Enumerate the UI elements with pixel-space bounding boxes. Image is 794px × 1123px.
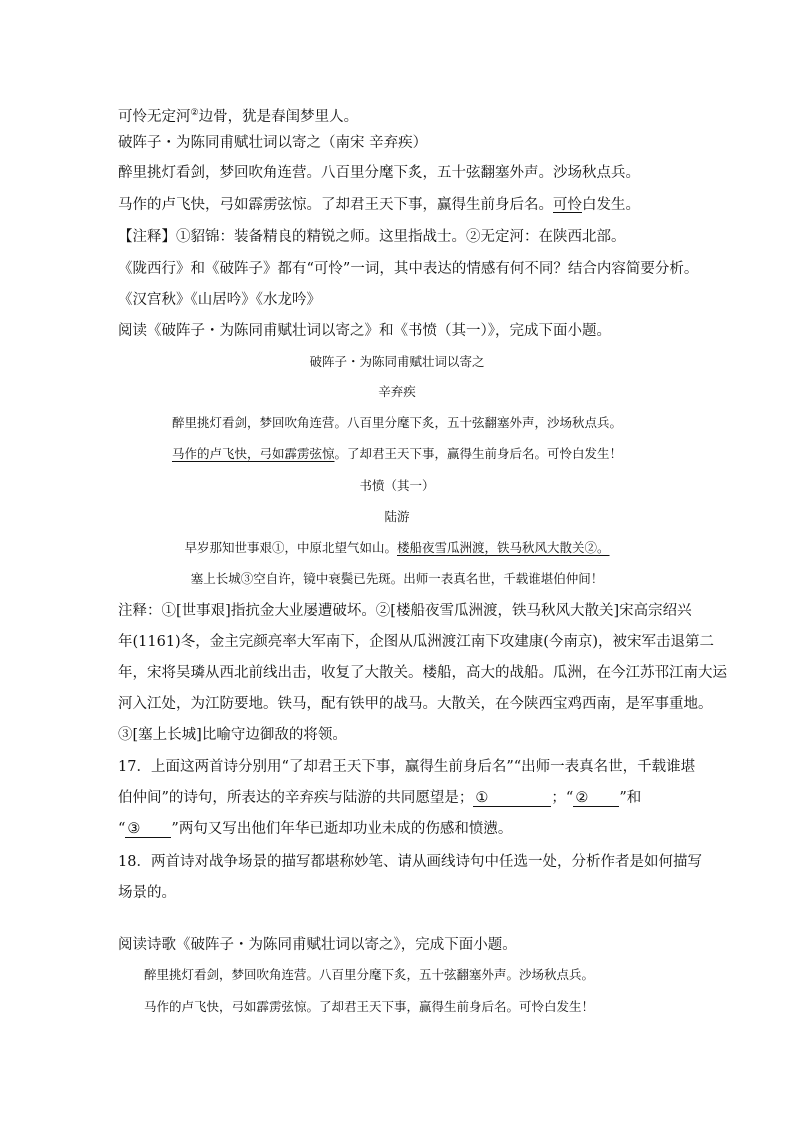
poem2-title: 书愤（其一） — [359, 478, 435, 493]
notes-line-1: 注释：①[世事艰]指抗金大业屡遭破坏。②[楼船夜雪瓜洲渡，铁马秋风大散关]宋高宗绍兴 — [118, 603, 692, 619]
notes-line-5: ③[塞上长城]比喻守边御敌的将领。 — [118, 727, 347, 743]
text-segment: ；“ — [551, 790, 574, 806]
poem-line-1: 醉里挑灯看剑，梦回吹角连营。八百里分麾下炙，五十弦翻塞外声。沙场秋点兵。 — [118, 165, 640, 181]
q17-line-2 — [118, 788, 641, 808]
text-segment: “ — [118, 821, 126, 837]
text-segment: 白发生。 — [582, 197, 640, 213]
text-segment: 马作的卢飞快，弓如霹雳弦惊。了却君王天下事，赢得生前身后名。 — [118, 197, 553, 213]
text-segment: ”两句又写出他们年华已逝却功业未成的伤感和愤懑。 — [171, 821, 513, 837]
poem1-title: 破阵子・为陈同甫赋壮词以寄之 — [309, 354, 485, 369]
underlined-verse: 楼船夜雪瓜洲渡，铁马秋风大散关②。 — [397, 540, 610, 555]
answer-blank-1[interactable]: ① — [473, 790, 551, 807]
poem-title-line: 破阵子・为陈同甫赋壮词以寄之（南宋 辛弃疾） — [118, 135, 428, 151]
q17-line-3 — [118, 819, 512, 839]
reading-instruction: 阅读《破阵子・为陈同甫赋壮词以寄之》和《书愤（其一）》，完成下面小题。 — [118, 323, 611, 339]
q18-line-2: 场景的。 — [118, 885, 176, 901]
answer-line: 《汉宫秋》《山居吟》《水龙吟》 — [118, 292, 321, 308]
annotation-line: 【注释】①貂锦：装备精良的精锐之师。这里指战士。②无定河：在陕西北部。 — [118, 229, 626, 245]
text-segment: 可怜无定河 — [118, 108, 191, 125]
underlined-verse: 马作的卢飞快，弓如霹雳弦惊 — [171, 446, 335, 461]
text-segment: 。了却君王天下事，赢得生前身后名。可怜白发生！ — [334, 446, 623, 461]
answer-blank-3[interactable]: ③ — [125, 821, 171, 838]
notes-line-4: 河入江处，为江防要地。铁马，配有铁甲的战马。大散关，在今陕西宝鸡西南，是军事重地。 — [118, 696, 713, 712]
text-segment: ”和 — [619, 790, 642, 806]
footnote-marker: ② — [190, 108, 199, 118]
notes-line-3: 年，宋将吴璘从西北前线出击，收复了大散关。楼船，高大的战船。瓜洲，在今江苏邗江南大运 — [118, 665, 727, 681]
answer-blank-2[interactable]: ② — [573, 790, 619, 807]
text-segment: 边骨，犹是春闺梦里人。 — [198, 108, 359, 125]
last-poem-line-2: 马作的卢飞快，弓如霹雳弦惊。了却君王天下事，赢得生前身后名。可怜白发生！ — [144, 999, 595, 1014]
q18-line-1: 18．两首诗对战争场景的描写都堪称妙笔、请从画线诗句中任选一处，分析作者是如何描写 — [118, 854, 702, 870]
underlined-word: 可怜 — [553, 197, 582, 213]
reading-instruction-2: 阅读诗歌《破阵子・为陈同甫赋壮词以寄之》，完成下面小题。 — [118, 937, 517, 953]
poem-line-2 — [118, 195, 640, 215]
poem2-author: 陆游 — [384, 509, 410, 524]
text-segment: 伯仲间”的诗句，所表达的辛弃疾与陆游的共同愿望是； — [118, 790, 474, 806]
poem2-line-1 — [0, 539, 794, 557]
q17-line-1: 17．上面这两首诗分别用“了却君王天下事，赢得生前身后名”“出师一表真名世，千载谁堪 — [118, 759, 696, 775]
text-segment: 早岁那知世事艰①，中原北望气如山。 — [184, 540, 397, 555]
poem1-line-1: 醉里挑灯看剑，梦回吹角连营。八百里分麾下炙，五十弦翻塞外声，沙场秋点兵。 — [171, 415, 622, 430]
poem2-line-2: 塞上长城③空自许，镜中衰鬓已先斑。出师一表真名世，千载谁堪伯仲间！ — [190, 571, 604, 586]
poem-fragment-line — [118, 103, 358, 127]
poem1-line-2 — [0, 445, 794, 463]
last-poem-line-1: 醉里挑灯看剑，梦回吹角连营。八百里分麾下炙，五十弦翻塞外声。沙场秋点兵。 — [144, 967, 595, 982]
poem1-author: 辛弃疾 — [378, 384, 416, 399]
question-line: 《陇西行》和《破阵子》都有“可怜”一词，其中表达的情感有何不同？结合内容简要分析。 — [118, 261, 699, 277]
notes-line-2: 年(1161)冬，金主完颜亮率大军南下，企图从瓜洲渡江南下攻建康(今南京)，被宋军击退第二 — [118, 634, 715, 650]
